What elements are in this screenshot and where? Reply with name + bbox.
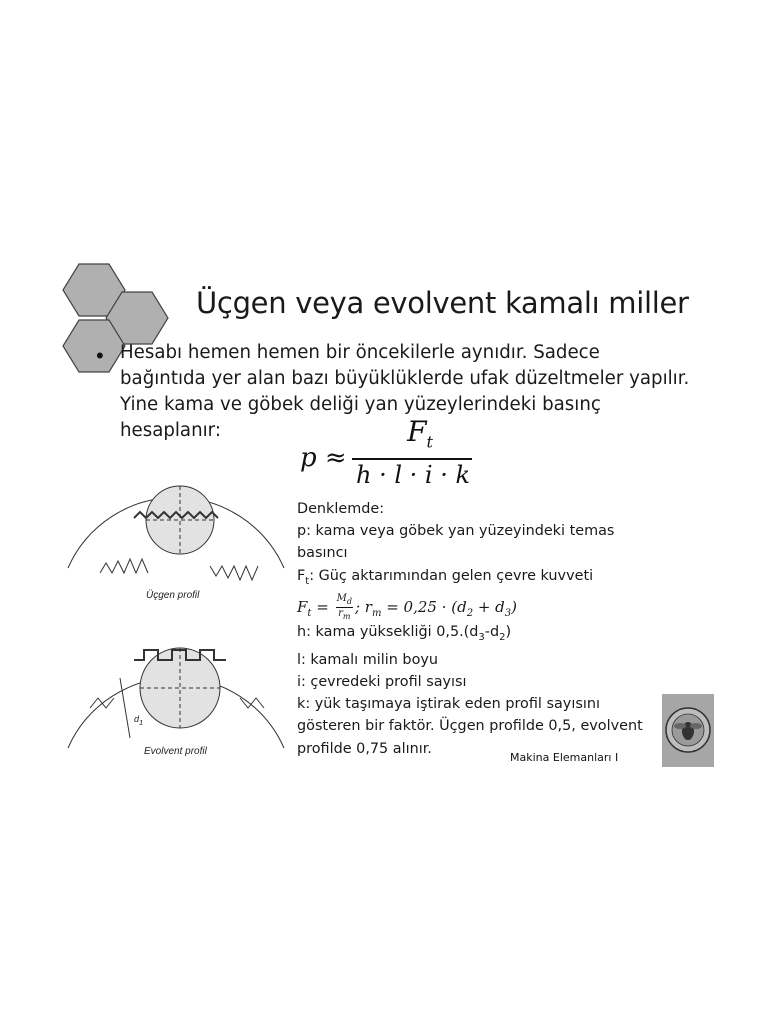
caption-involute-profile: Evolvent profil: [144, 746, 207, 757]
definition-k-line2: gösteren bir faktör. Üçgen profilde 0,5, evolvent: [297, 718, 643, 735]
fraction-md-rm: $\frac{M_d}{r_m}$: [336, 593, 352, 622]
formula-ft-rm: $F_t$ = $\frac{M_d}{r_m}$ ; $r_m = 0,25 \cdot (d_2 + d_3)$: [297, 593, 518, 622]
definition-i: i: çevredeki profil sayısı: [297, 673, 467, 690]
definition-k-line3: profilde 0,75 alınır.: [297, 740, 432, 757]
definitions-block: [297, 498, 667, 760]
university-logo: [662, 694, 714, 767]
bullet-text: Hesabı hemen hemen bir öncekilerle aynıdır. Sadece bağıntıda yer alan bazı büyüklüklerde ufak düzeltmeler yapılır. Yine kama ve göbek deliği yan yüzeylerindeki basınç hesaplanır:: [120, 342, 690, 441]
definition-k-line1: k: yük taşımaya iştirak eden profil sayısını: [297, 696, 600, 713]
definition-h: h: kama yüksekliği $0,5.(d_3-d_2)$: [297, 623, 512, 643]
definition-p-line1: p: kama veya göbek yan yüzeyindeki temas: [297, 523, 615, 540]
definition-p-line2: basıncı: [297, 545, 348, 562]
spline-shaft-figure: [60, 448, 300, 773]
label-d1: $d_1$: [134, 714, 144, 727]
definition-l: l: kamalı milin boyu: [297, 651, 439, 668]
footer-course-name: Makina Elemanları I: [510, 751, 619, 764]
slide-title: Üçgen veya evolvent kamalı miller: [196, 286, 689, 320]
caption-triangle-profile: Üçgen profil: [146, 590, 200, 601]
formula-numerator: $F_t$: [407, 415, 433, 452]
formula-denominator: h · l · i · k: [356, 461, 471, 489]
formula-lhs: p ≈: [300, 443, 347, 473]
fraction-bar: [352, 458, 472, 460]
bullet-dot: •: [96, 343, 104, 368]
definition-ft: $F_t$: Güç aktarımından gelen çevre kuvveti: [297, 567, 594, 587]
definitions-intro: Denklemde:: [297, 501, 385, 517]
